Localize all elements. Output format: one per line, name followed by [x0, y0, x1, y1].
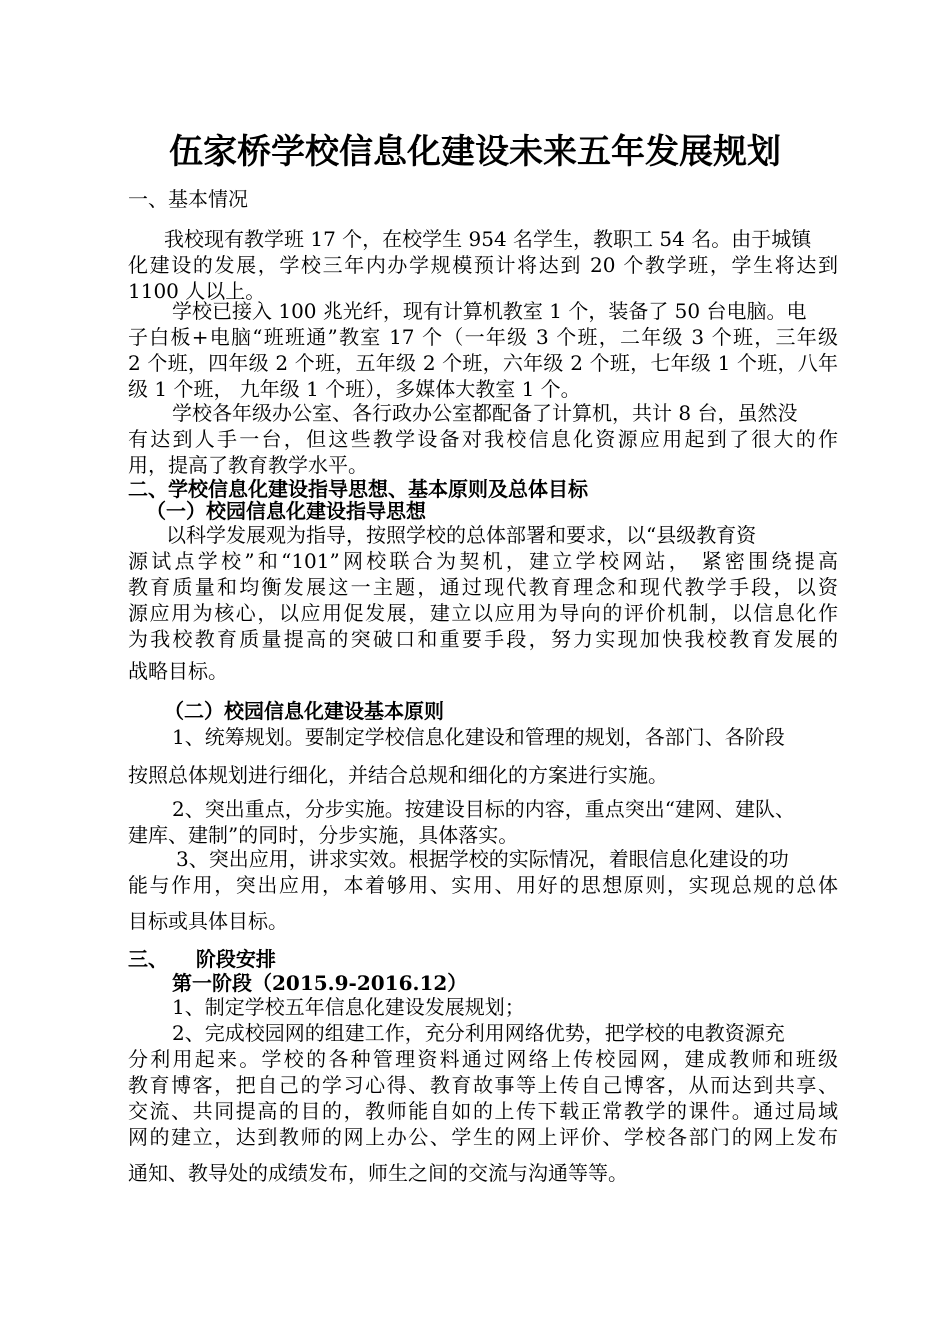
- paragraph-line: 教育博客，把自己的学习心得、教育故事等上传自己博客，从而达到共享、: [128, 1073, 838, 1097]
- paragraph-line: 以科学发展观为指导，按照学校的总体部署和要求，以“县级教育资: [166, 523, 757, 547]
- paragraph-line: 网的建立，达到教师的网上办公、学生的网上评价、学校各部门的网上发布: [128, 1125, 838, 1149]
- paragraph-line: 战略目标。: [128, 659, 228, 683]
- paragraph-line: 教育质量和均衡发展这一主题，通过现代教育理念和现代教学手段，以资: [128, 575, 838, 599]
- paragraph-line: 为我校教育质量提高的突破口和重要手段，努力实现加快我校教育发展的: [128, 627, 838, 651]
- paragraph-line: 通知、教导处的成绩发布，师生之间的交流与沟通等等。: [128, 1161, 628, 1185]
- paragraph-line: 学校各年级办公室、各行政办公室都配备了计算机，共计 8 台，虽然没: [172, 401, 798, 425]
- paragraph-line: 1、统筹规划。要制定学校信息化建设和管理的规划，各部门、各阶段: [172, 725, 785, 749]
- paragraph-line: 源应用为核心，以应用促发展，建立以应用为导向的评价机制，以信息化作: [128, 601, 838, 625]
- paragraph-line: 用，提高了教育教学水平。: [128, 453, 368, 477]
- paragraph-line: 有达到人手一台，但这些教学设备对我校信息化资源应用起到了很大的作: [128, 427, 838, 451]
- paragraph-line: 目标或具体目标。: [128, 909, 288, 933]
- paragraph-line: 源试点学校”和“101”网校联合为契机，建立学校网站， 紧密围绕提高: [128, 549, 838, 573]
- paragraph-line: 2、完成校园网的组建工作，充分利用网络优势，把学校的电教资源充: [172, 1021, 785, 1045]
- paragraph-line: 化建设的发展，学校三年内办学规模预计将达到 20 个教学班，学生将达到: [128, 253, 838, 277]
- paragraph-line: 交流、共同提高的目的，教师能自如的上传下载正常教学的课件。通过局域: [128, 1099, 838, 1123]
- paragraph-line: 子白板+电脑“班班通”教室 17 个（一年级 3 个班，二年级 3 个班，三年级: [128, 325, 838, 349]
- paragraph-line: 级 1 个班， 九年级 1 个班），多媒体大教室 1 个。: [128, 377, 581, 401]
- paragraph-line: 1100 人以上。: [128, 279, 266, 303]
- paragraph-line: 3、突出应用，讲求实效。根据学校的实际情况，着眼信息化建设的功: [176, 847, 789, 871]
- paragraph-line: 按照总体规划进行细化，并结合总规和细化的方案进行实施。: [128, 763, 668, 787]
- section-heading-3: 三、 阶段安排: [128, 947, 276, 971]
- phase-heading: 第一阶段（2015.9-2016.12）: [172, 971, 468, 995]
- paragraph-line: 学校已接入 100 兆光纤，现有计算机教室 1 个，装备了 50 台电脑。电: [172, 299, 807, 323]
- paragraph-line: 我校现有教学班 17 个，在校学生 954 名学生，教职工 54 名。由于城镇: [164, 227, 812, 251]
- paragraph-line: 能与作用，突出应用，本着够用、实用、用好的思想原则，实现总规的总体: [128, 873, 838, 897]
- paragraph-line: 建库、建制”的同时，分步实施，具体落实。: [128, 823, 519, 847]
- paragraph-line: 1、制定学校五年信息化建设发展规划；: [172, 995, 525, 1019]
- paragraph-line: 分利用起来。学校的各种管理资料通过网络上传校园网，建成教师和班级: [128, 1047, 838, 1071]
- subsection-heading: （二）校园信息化建设基本原则: [164, 699, 444, 723]
- document-title: 伍家桥学校信息化建设未来五年发展规划: [169, 132, 781, 172]
- paragraph-line: 2、突出重点，分步实施。按建设目标的内容，重点突出“建网、建队、: [172, 797, 795, 821]
- paragraph-line: 2 个班，四年级 2 个班，五年级 2 个班，六年级 2 个班，七年级 1 个班，八年: [128, 351, 838, 375]
- section-heading-1: 一、基本情况: [128, 187, 248, 211]
- subsection-heading: （一）校园信息化建设指导思想: [146, 499, 426, 523]
- section-heading-2: 二、学校信息化建设指导思想、基本原则及总体目标: [128, 477, 588, 501]
